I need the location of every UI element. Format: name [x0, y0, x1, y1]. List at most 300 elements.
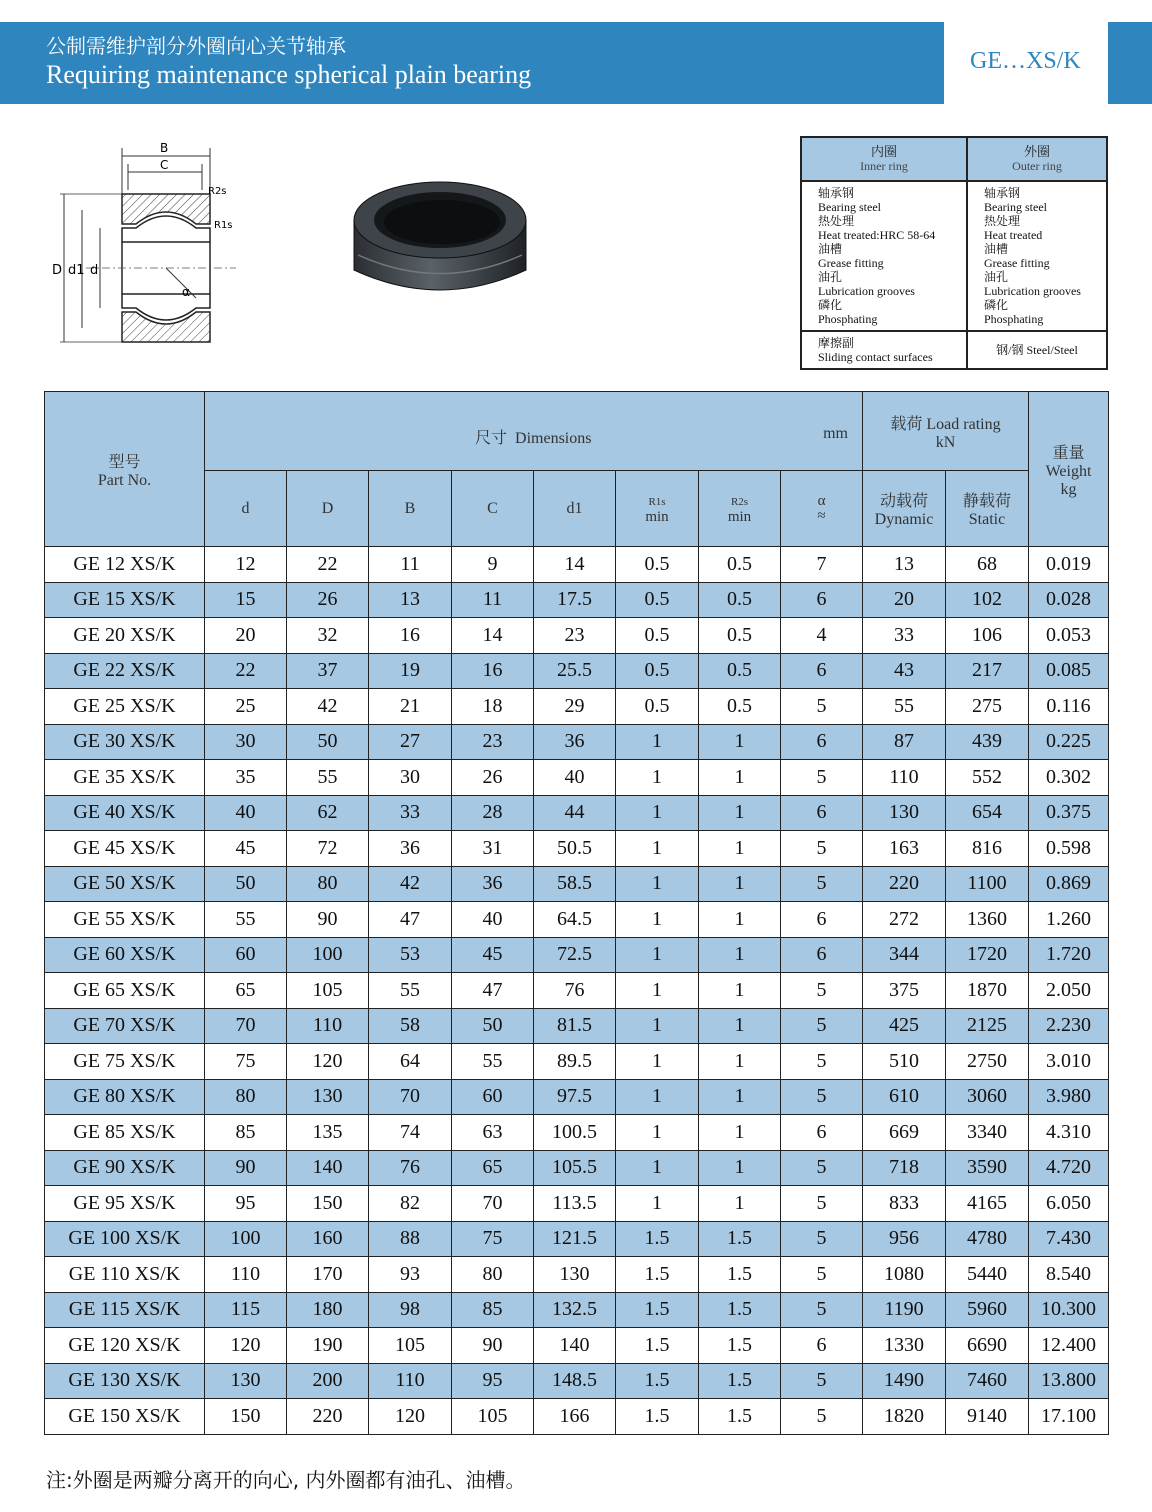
table-cell: 610 — [863, 1079, 946, 1115]
table-cell: 105 — [452, 1399, 534, 1435]
table-cell: 1.5 — [699, 1328, 781, 1364]
table-cell: 26 — [287, 582, 369, 618]
table-cell: 33 — [863, 618, 946, 654]
table-cell: 1 — [699, 795, 781, 831]
table-cell: 93 — [369, 1257, 452, 1293]
sliding-surface-value: 钢/钢 Steel/Steel — [967, 331, 1107, 369]
table-cell: 110 — [205, 1257, 287, 1293]
table-cell: 1190 — [863, 1292, 946, 1328]
part-number-cell: GE 90 XS/K — [45, 1150, 205, 1186]
part-number-cell: GE 80 XS/K — [45, 1079, 205, 1115]
table-cell: 130 — [863, 795, 946, 831]
table-cell: 1.5 — [616, 1363, 699, 1399]
part-number-cell: GE 95 XS/K — [45, 1186, 205, 1222]
table-row — [45, 724, 1109, 760]
table-cell: 72 — [287, 831, 369, 867]
load-rating-header: 载荷 Load rating kN — [863, 392, 1029, 471]
table-cell: 47 — [369, 902, 452, 938]
table-cell: 100 — [287, 937, 369, 973]
table-cell: 16 — [452, 653, 534, 689]
table-cell: 55 — [369, 973, 452, 1009]
table-cell: 1 — [616, 1008, 699, 1044]
table-cell: 65 — [452, 1150, 534, 1186]
table-cell: 1 — [699, 973, 781, 1009]
table-cell: 72.5 — [534, 937, 616, 973]
table-cell: 11 — [369, 547, 452, 583]
table-cell: 1.5 — [699, 1221, 781, 1257]
table-cell: 58.5 — [534, 866, 616, 902]
table-cell: 1.720 — [1029, 937, 1109, 973]
outer-ring-header: 外圈 Outer ring — [967, 137, 1107, 181]
table-cell: 956 — [863, 1221, 946, 1257]
table-cell: 100 — [205, 1221, 287, 1257]
table-cell: 1 — [616, 831, 699, 867]
table-cell: 375 — [863, 973, 946, 1009]
table-cell: 19 — [369, 653, 452, 689]
table-cell: 105.5 — [534, 1150, 616, 1186]
table-cell: 14 — [534, 547, 616, 583]
table-cell: 552 — [946, 760, 1029, 796]
col-r1s: R1s min — [616, 471, 699, 547]
table-cell: 50 — [287, 724, 369, 760]
label-C: C — [160, 158, 169, 172]
part-number-cell: GE 130 XS/K — [45, 1363, 205, 1399]
table-cell: 50 — [205, 866, 287, 902]
table-cell: 170 — [287, 1257, 369, 1293]
table-cell: 2125 — [946, 1008, 1029, 1044]
table-cell: 3590 — [946, 1150, 1029, 1186]
page-title-en: Requiring maintenance spherical plain bearing — [46, 60, 532, 89]
table-cell: 60 — [205, 937, 287, 973]
table-cell: 30 — [369, 760, 452, 796]
table-cell: 62 — [287, 795, 369, 831]
table-cell: 12 — [205, 547, 287, 583]
table-cell: 816 — [946, 831, 1029, 867]
table-cell: 140 — [287, 1150, 369, 1186]
part-number-cell: GE 55 XS/K — [45, 902, 205, 938]
table-cell: 2750 — [946, 1044, 1029, 1080]
col-static: 静载荷 Static — [946, 471, 1029, 547]
table-row — [45, 760, 1109, 796]
table-row — [45, 582, 1109, 618]
table-cell: 1100 — [946, 866, 1029, 902]
table-cell: 6.050 — [1029, 1186, 1109, 1222]
table-cell: 1820 — [863, 1399, 946, 1435]
table-cell: 0.5 — [699, 547, 781, 583]
table-cell: 5 — [781, 973, 863, 1009]
table-cell: 132.5 — [534, 1292, 616, 1328]
table-cell: 1.5 — [616, 1292, 699, 1328]
dimension-table — [44, 391, 1109, 1435]
table-cell: 0.598 — [1029, 831, 1109, 867]
table-cell: 5960 — [946, 1292, 1029, 1328]
table-cell: 344 — [863, 937, 946, 973]
header-banner-tab — [1108, 22, 1152, 104]
table-cell: 87 — [863, 724, 946, 760]
table-cell: 1 — [616, 795, 699, 831]
table-cell: 64.5 — [534, 902, 616, 938]
table-cell: 5 — [781, 866, 863, 902]
table-cell: 76 — [534, 973, 616, 1009]
table-cell: 439 — [946, 724, 1029, 760]
table-cell: 22 — [287, 547, 369, 583]
table-cell: 1 — [616, 902, 699, 938]
table-cell: 3060 — [946, 1079, 1029, 1115]
table-cell: 110 — [287, 1008, 369, 1044]
table-cell: 43 — [863, 653, 946, 689]
table-cell: 42 — [287, 689, 369, 725]
table-cell: 13.800 — [1029, 1363, 1109, 1399]
table-row — [45, 1008, 1109, 1044]
table-cell: 1 — [699, 1186, 781, 1222]
table-cell: 0.869 — [1029, 866, 1109, 902]
table-cell: 1.5 — [699, 1363, 781, 1399]
table-cell: 150 — [287, 1186, 369, 1222]
table-cell: 5 — [781, 689, 863, 725]
table-cell: 4165 — [946, 1186, 1029, 1222]
table-body — [45, 547, 1109, 1435]
table-cell: 1870 — [946, 973, 1029, 1009]
table-cell: 272 — [863, 902, 946, 938]
part-number-cell: GE 25 XS/K — [45, 689, 205, 725]
table-cell: 190 — [287, 1328, 369, 1364]
table-cell: 163 — [863, 831, 946, 867]
table-cell: 40 — [205, 795, 287, 831]
part-number-cell: GE 120 XS/K — [45, 1328, 205, 1364]
table-cell: 53 — [369, 937, 452, 973]
col-C: C — [452, 471, 534, 547]
table-cell: 1 — [616, 866, 699, 902]
table-cell: 11 — [452, 582, 534, 618]
part-number-cell: GE 75 XS/K — [45, 1044, 205, 1080]
table-cell: 44 — [534, 795, 616, 831]
table-cell: 16 — [369, 618, 452, 654]
table-cell: 89.5 — [534, 1044, 616, 1080]
table-cell: 718 — [863, 1150, 946, 1186]
table-cell: 1 — [699, 937, 781, 973]
table-cell: 58 — [369, 1008, 452, 1044]
table-cell: 25 — [205, 689, 287, 725]
table-row — [45, 1115, 1109, 1151]
table-cell: 1 — [616, 973, 699, 1009]
table-cell: 833 — [863, 1186, 946, 1222]
table-cell: 1.260 — [1029, 902, 1109, 938]
table-cell: 275 — [946, 689, 1029, 725]
table-cell: 100.5 — [534, 1115, 616, 1151]
table-cell: 10.300 — [1029, 1292, 1109, 1328]
table-row — [45, 1079, 1109, 1115]
table-cell: 130 — [534, 1257, 616, 1293]
table-cell: 3.980 — [1029, 1079, 1109, 1115]
table-cell: 36 — [534, 724, 616, 760]
table-cell: 97.5 — [534, 1079, 616, 1115]
label-d: d — [90, 263, 99, 278]
table-cell: 1.5 — [616, 1328, 699, 1364]
table-cell: 113.5 — [534, 1186, 616, 1222]
outer-ring-specs: 轴承钢 Bearing steel 热处理 Heat treated 油槽 Grease fitting 油孔 Lubrication grooves 磷化 Phosphating — [967, 181, 1107, 331]
table-cell: 1.5 — [616, 1221, 699, 1257]
table-cell: 30 — [205, 724, 287, 760]
table-cell: 120 — [205, 1328, 287, 1364]
table-cell: 220 — [863, 866, 946, 902]
table-cell: 13 — [369, 582, 452, 618]
table-cell: 22 — [205, 653, 287, 689]
table-cell: 6 — [781, 795, 863, 831]
table-cell: 105 — [369, 1328, 452, 1364]
table-cell: 5 — [781, 831, 863, 867]
col-D: D — [287, 471, 369, 547]
table-cell: 110 — [369, 1363, 452, 1399]
table-cell: 4.310 — [1029, 1115, 1109, 1151]
table-cell: 0.5 — [699, 689, 781, 725]
table-cell: 45 — [452, 937, 534, 973]
table-cell: 1.5 — [699, 1399, 781, 1435]
table-cell: 115 — [205, 1292, 287, 1328]
label-r1s: R1s — [214, 220, 233, 231]
table-cell: 74 — [369, 1115, 452, 1151]
table-row — [45, 1363, 1109, 1399]
table-cell: 45 — [205, 831, 287, 867]
table-row — [45, 1186, 1109, 1222]
table-row — [45, 1292, 1109, 1328]
label-r2s: R2s — [208, 186, 227, 197]
table-cell: 5 — [781, 1257, 863, 1293]
table-cell: 200 — [287, 1363, 369, 1399]
table-cell: 0.302 — [1029, 760, 1109, 796]
table-row — [45, 618, 1109, 654]
table-cell: 6 — [781, 1115, 863, 1151]
table-cell: 5 — [781, 1399, 863, 1435]
table-cell: 510 — [863, 1044, 946, 1080]
table-cell: 1 — [699, 1115, 781, 1151]
table-cell: 5 — [781, 1150, 863, 1186]
table-cell: 160 — [287, 1221, 369, 1257]
table-cell: 95 — [452, 1363, 534, 1399]
table-cell: 1 — [616, 937, 699, 973]
table-cell: 1 — [699, 760, 781, 796]
table-cell: 55 — [863, 689, 946, 725]
table-cell: 81.5 — [534, 1008, 616, 1044]
label-D: D — [52, 263, 63, 278]
table-cell: 3.010 — [1029, 1044, 1109, 1080]
table-cell: 14 — [452, 618, 534, 654]
table-cell: 90 — [452, 1328, 534, 1364]
table-cell: 15 — [205, 582, 287, 618]
table-cell: 4.720 — [1029, 1150, 1109, 1186]
table-cell: 0.375 — [1029, 795, 1109, 831]
table-cell: 88 — [369, 1221, 452, 1257]
table-cell: 102 — [946, 582, 1029, 618]
table-cell: 5 — [781, 1008, 863, 1044]
table-cell: 65 — [205, 973, 287, 1009]
table-cell: 17.100 — [1029, 1399, 1109, 1435]
table-cell: 9 — [452, 547, 534, 583]
table-cell: 32 — [287, 618, 369, 654]
col-d: d — [205, 471, 287, 547]
table-cell: 7.430 — [1029, 1221, 1109, 1257]
table-cell: 9140 — [946, 1399, 1029, 1435]
table-cell: 121.5 — [534, 1221, 616, 1257]
label-B: B — [160, 141, 169, 155]
weight-header: 重量 Weight kg — [1029, 392, 1109, 547]
table-cell: 0.5 — [616, 653, 699, 689]
table-row — [45, 937, 1109, 973]
part-number-cell: GE 65 XS/K — [45, 973, 205, 1009]
table-cell: 425 — [863, 1008, 946, 1044]
table-cell: 217 — [946, 653, 1029, 689]
table-cell: 75 — [205, 1044, 287, 1080]
sliding-surface-label: 摩擦副 Sliding contact surfaces — [801, 331, 967, 369]
table-cell: 130 — [287, 1079, 369, 1115]
table-cell: 76 — [369, 1150, 452, 1186]
table-cell: 0.225 — [1029, 724, 1109, 760]
table-cell: 98 — [369, 1292, 452, 1328]
table-cell: 669 — [863, 1115, 946, 1151]
table-cell: 26 — [452, 760, 534, 796]
table-cell: 2.230 — [1029, 1008, 1109, 1044]
table-cell: 5440 — [946, 1257, 1029, 1293]
table-cell: 1720 — [946, 937, 1029, 973]
materials-table — [800, 136, 1108, 370]
part-number-cell: GE 15 XS/K — [45, 582, 205, 618]
table-cell: 140 — [534, 1328, 616, 1364]
table-row — [45, 973, 1109, 1009]
table-cell: 90 — [205, 1150, 287, 1186]
table-cell: 85 — [452, 1292, 534, 1328]
table-cell: 90 — [287, 902, 369, 938]
table-cell: 1.5 — [616, 1399, 699, 1435]
table-cell: 13 — [863, 547, 946, 583]
table-cell: 70 — [205, 1008, 287, 1044]
col-alpha: α ≈ — [781, 471, 863, 547]
table-cell: 50.5 — [534, 831, 616, 867]
part-number-cell: GE 40 XS/K — [45, 795, 205, 831]
table-cell: 0.5 — [616, 582, 699, 618]
table-row — [45, 831, 1109, 867]
col-B: B — [369, 471, 452, 547]
table-cell: 42 — [369, 866, 452, 902]
series-code: GE…XS/K — [970, 48, 1081, 74]
table-cell: 110 — [863, 760, 946, 796]
table-cell: 150 — [205, 1399, 287, 1435]
table-cell: 23 — [534, 618, 616, 654]
bearing-photo — [340, 160, 540, 320]
table-cell: 6690 — [946, 1328, 1029, 1364]
table-cell: 5 — [781, 1044, 863, 1080]
part-number-cell: GE 115 XS/K — [45, 1292, 205, 1328]
table-cell: 36 — [452, 866, 534, 902]
table-cell: 31 — [452, 831, 534, 867]
table-cell: 1 — [699, 1150, 781, 1186]
table-cell: 68 — [946, 547, 1029, 583]
table-cell: 80 — [205, 1079, 287, 1115]
table-cell: 5 — [781, 1079, 863, 1115]
table-cell: 5 — [781, 1292, 863, 1328]
table-cell: 0.053 — [1029, 618, 1109, 654]
table-cell: 1 — [616, 1186, 699, 1222]
table-cell: 7 — [781, 547, 863, 583]
part-number-cell: GE 100 XS/K — [45, 1221, 205, 1257]
table-cell: 3340 — [946, 1115, 1029, 1151]
table-cell: 166 — [534, 1399, 616, 1435]
table-cell: 18 — [452, 689, 534, 725]
label-d1: d1 — [68, 263, 85, 278]
table-cell: 148.5 — [534, 1363, 616, 1399]
inner-ring-header: 内圈 Inner ring — [801, 137, 967, 181]
table-cell: 85 — [205, 1115, 287, 1151]
col-r2s: R2s min — [699, 471, 781, 547]
table-cell: 0.116 — [1029, 689, 1109, 725]
table-cell: 105 — [287, 973, 369, 1009]
part-number-cell: GE 30 XS/K — [45, 724, 205, 760]
table-cell: 1 — [616, 724, 699, 760]
table-cell: 1 — [616, 760, 699, 796]
part-number-cell: GE 35 XS/K — [45, 760, 205, 796]
table-cell: 20 — [863, 582, 946, 618]
table-cell: 1 — [699, 866, 781, 902]
table-cell: 1330 — [863, 1328, 946, 1364]
table-cell: 70 — [369, 1079, 452, 1115]
footnote: 注:外圈是两瓣分离开的向心, 内外圈都有油孔、油槽。 — [46, 1468, 526, 1492]
dimensions-header: 尺寸 Dimensions mm — [205, 392, 863, 471]
table-row — [45, 866, 1109, 902]
table-cell: 1490 — [863, 1363, 946, 1399]
table-cell: 6 — [781, 902, 863, 938]
table-cell: 1 — [699, 1044, 781, 1080]
table-cell: 21 — [369, 689, 452, 725]
table-row — [45, 1221, 1109, 1257]
table-cell: 6 — [781, 724, 863, 760]
table-row — [45, 1257, 1109, 1293]
table-cell: 55 — [287, 760, 369, 796]
table-cell: 70 — [452, 1186, 534, 1222]
table-cell: 220 — [287, 1399, 369, 1435]
table-row — [45, 795, 1109, 831]
part-number-cell: GE 20 XS/K — [45, 618, 205, 654]
part-number-cell: GE 150 XS/K — [45, 1399, 205, 1435]
part-number-cell: GE 110 XS/K — [45, 1257, 205, 1293]
table-cell: 80 — [287, 866, 369, 902]
table-cell: 5 — [781, 1186, 863, 1222]
table-cell: 7460 — [946, 1363, 1029, 1399]
table-row — [45, 653, 1109, 689]
table-cell: 0.028 — [1029, 582, 1109, 618]
table-row — [45, 1150, 1109, 1186]
table-cell: 40 — [452, 902, 534, 938]
part-number-cell: GE 45 XS/K — [45, 831, 205, 867]
table-cell: 1 — [699, 724, 781, 760]
table-cell: 1 — [616, 1044, 699, 1080]
table-cell: 0.085 — [1029, 653, 1109, 689]
table-cell: 33 — [369, 795, 452, 831]
table-cell: 1 — [699, 1008, 781, 1044]
table-cell: 28 — [452, 795, 534, 831]
table-cell: 120 — [287, 1044, 369, 1080]
col-d1: d1 — [534, 471, 616, 547]
table-cell: 55 — [452, 1044, 534, 1080]
table-cell: 180 — [287, 1292, 369, 1328]
table-cell: 0.5 — [616, 689, 699, 725]
part-number-cell: GE 22 XS/K — [45, 653, 205, 689]
table-cell: 130 — [205, 1363, 287, 1399]
table-cell: 17.5 — [534, 582, 616, 618]
table-row — [45, 1399, 1109, 1435]
table-cell: 6 — [781, 582, 863, 618]
table-cell: 63 — [452, 1115, 534, 1151]
table-cell: 0.5 — [616, 547, 699, 583]
table-cell: 6 — [781, 937, 863, 973]
table-cell: 654 — [946, 795, 1029, 831]
